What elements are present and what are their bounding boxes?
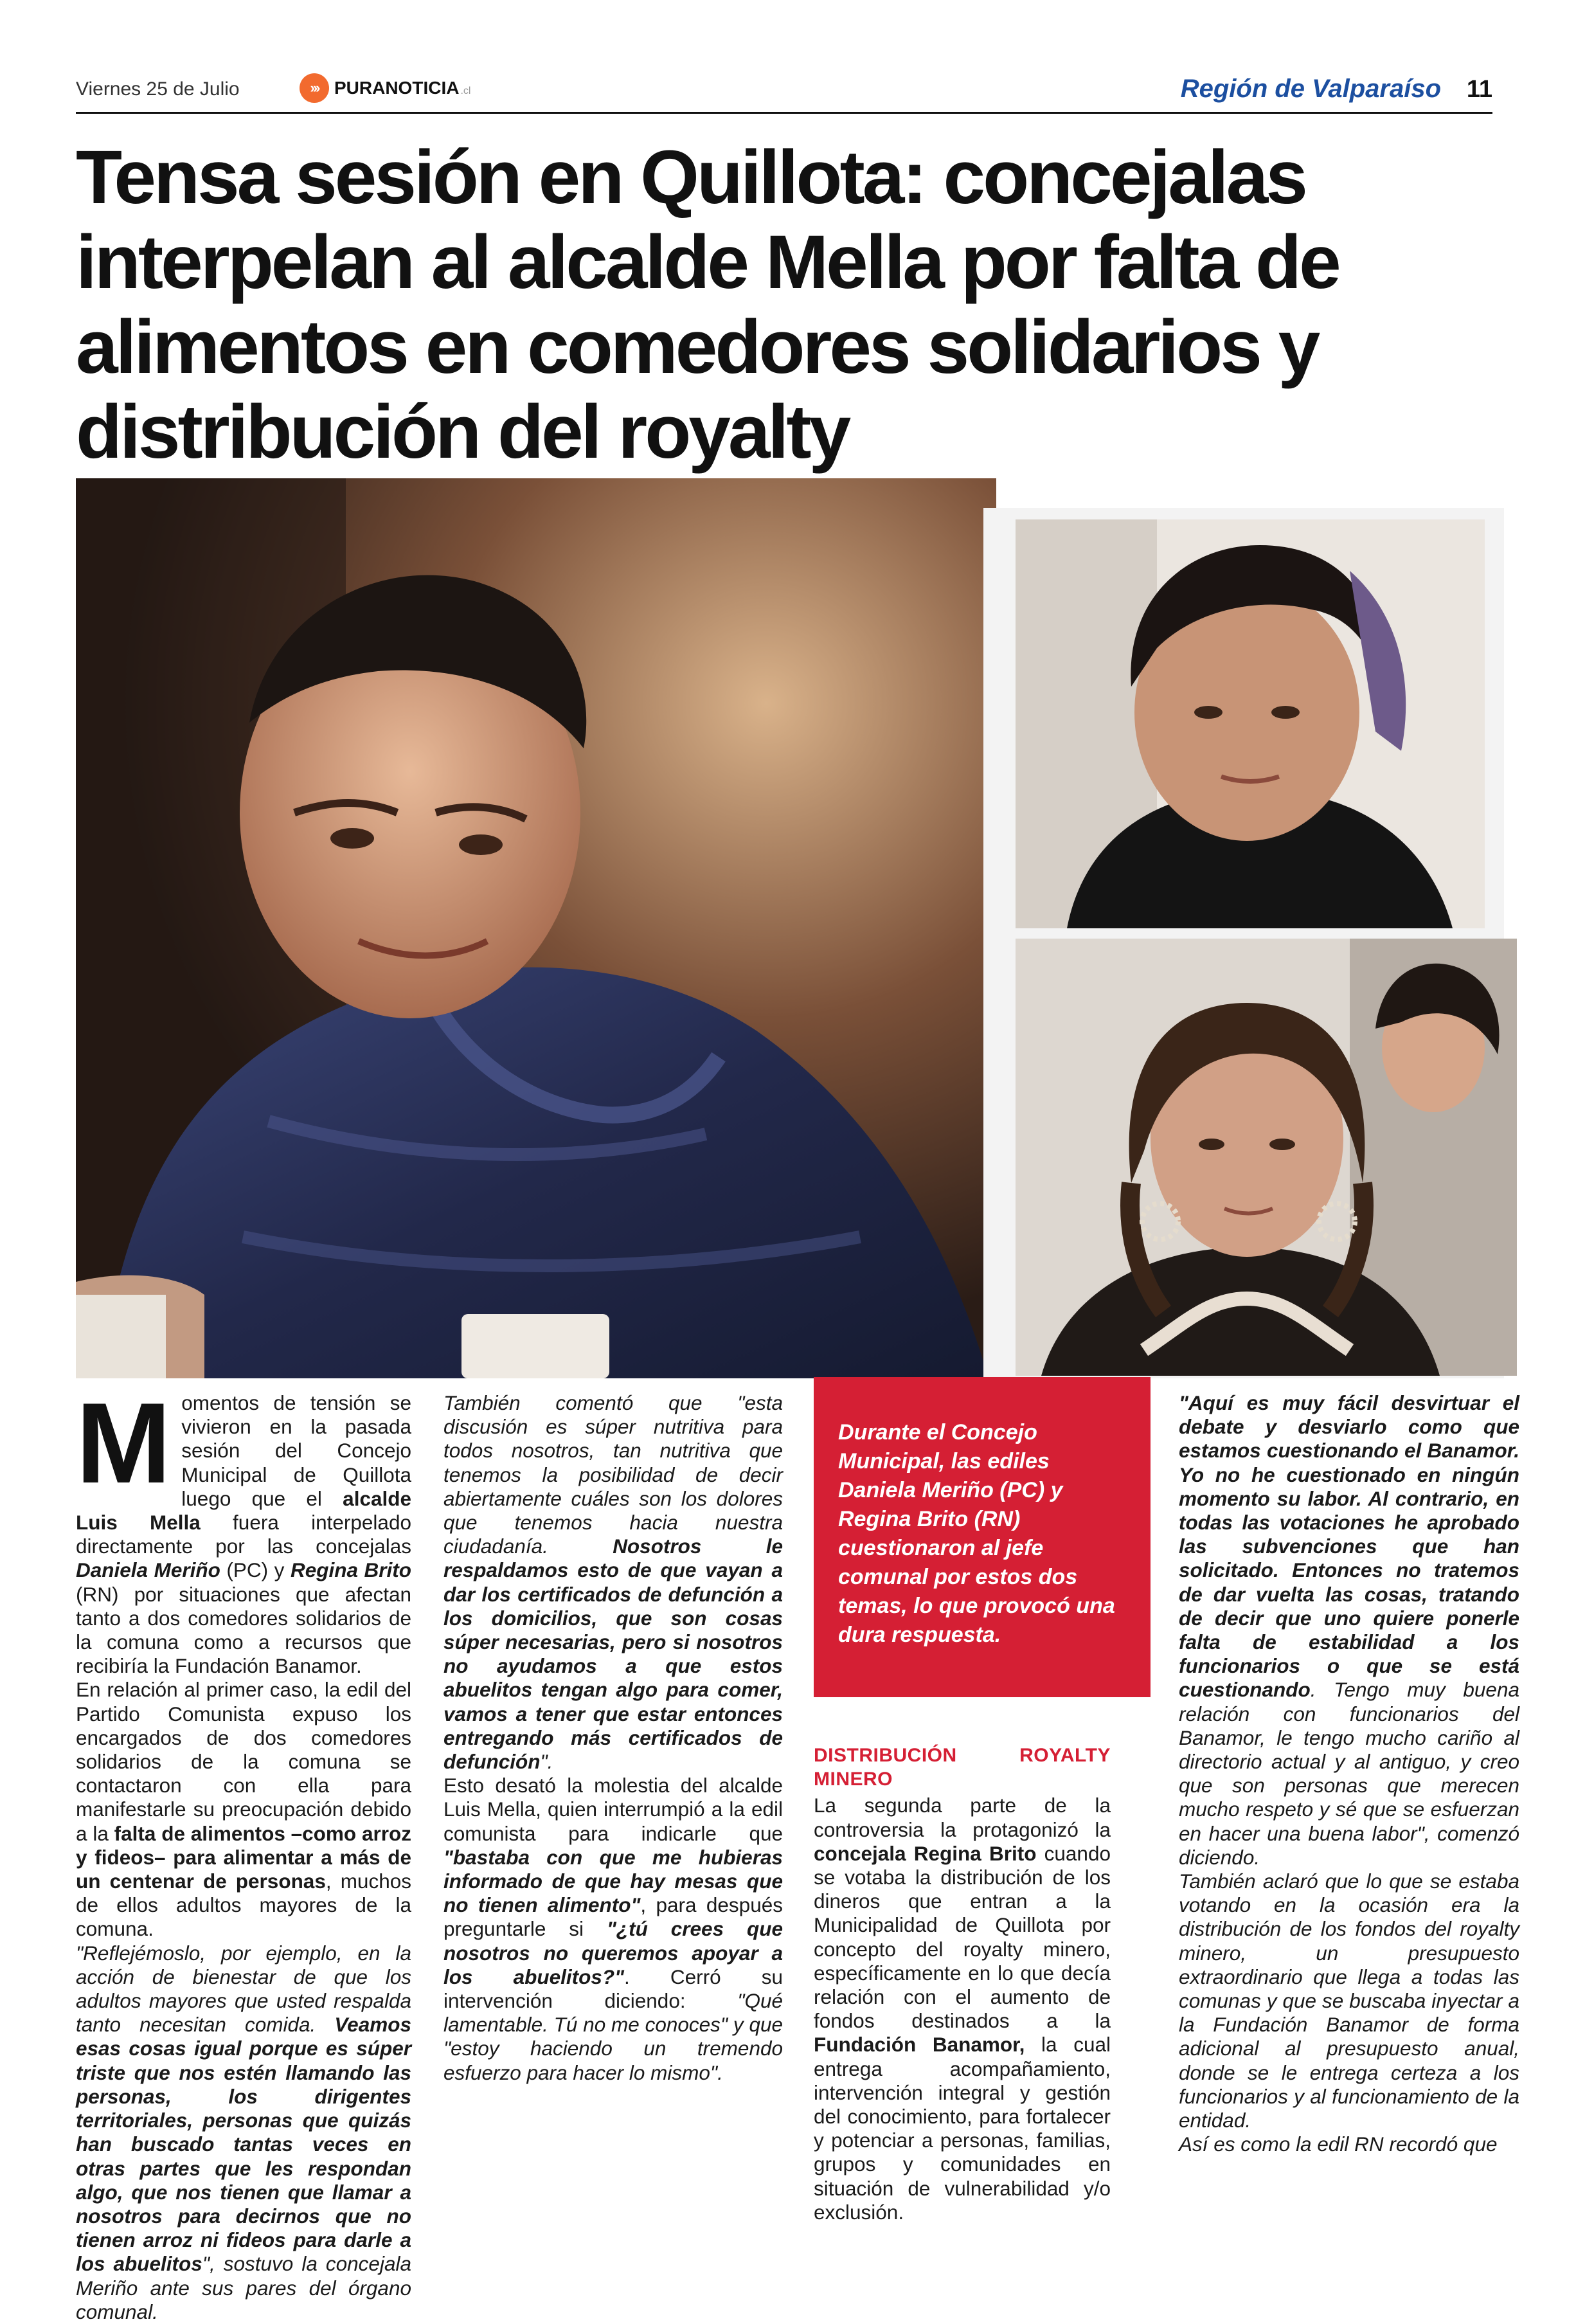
section-subhead: DISTRIBUCIÓN ROYALTY MINERO <box>814 1745 1111 1790</box>
photo-councilwoman-merino <box>1016 519 1485 928</box>
text-run: Esto desató la molestia del alcalde Luis Mella, quien interrumpió a la edil comunista para indicarle que <box>443 1774 783 1845</box>
page-number: 11 <box>1466 76 1492 103</box>
logo-suffix: .cl <box>460 86 471 96</box>
text-run: (RN) por situaciones que afectan tanto a dos comedores solidarios de la comuna como a recursos que recibiría la Fundación Banamor. <box>76 1582 411 1678</box>
article-column-4 <box>1179 1391 1519 2157</box>
text-run: , para después preguntarle si <box>443 1893 783 1941</box>
text-run: alcalde Luis Mella <box>76 1486 411 1535</box>
text-run: la cual entrega acompañamiento, intervención integral y gestión del conocimiento, para fortalecer y potenciar a personas, familias, grupos y comunidades en situación de vulnerabilidad y/o exclusión. <box>814 2033 1111 2224</box>
page-header <box>76 69 1492 112</box>
headline: Tensa sesión en Quillota: concejalas interpelan al alcalde Mella por falta de alimentos en comedores solidarios y distribución del royalty <box>76 135 1339 474</box>
text-run: También aclaró que lo que se estaba votando en la ocasión era la distribución de los fondos del royalty minero, un presupuesto extraordinario que llega a todas las comunas y que se buscaba inyectar a la Fundación Banamor de forma adicional al presupuesto anual, donde se le entrega certeza a los funcionarios y al funcionamiento de la entidad. <box>1179 1869 1519 2132</box>
text-run: "Reflejémoslo, por ejemplo, en la acción de bienestar de que los adultos mayores que usted respalda tanto necesitan comida. <box>76 1941 411 2037</box>
photo-councilwoman-merino-illustration <box>1016 519 1485 928</box>
text-run: "Qué lamentable. Tú no me conoces" y que "estoy haciendo un tremendo esfuerzo para hacer lo mismo". <box>443 1989 783 2084</box>
article-column-3 <box>814 1713 1111 2224</box>
text-run: Daniela Meriño <box>76 1558 220 1582</box>
text-run: "¿tú crees que nosotros no queremos apoyar a los abuelitos?" <box>443 1917 783 1988</box>
publication-logo <box>300 73 470 103</box>
text-run: falta de alimentos –como arroz y fideos– para alimentar a más de un centenar de personas <box>76 1821 411 1893</box>
text-run: "bastaba con que me hubieras informado de que hay mesas que no tienen alimento" <box>443 1845 783 1917</box>
pull-quote-box: Durante el Concejo Municipal, las ediles Daniela Meriño (PC) y Regina Brito (RN) cuestionaron al jefe comunal por estos dos temas, lo que provocó una dura respuesta. <box>814 1377 1151 1697</box>
text-run: Así es como la edil RN recordó que <box>1179 2132 1498 2156</box>
text-run: En relación al primer caso, la edil del Partido Comunista expuso los encargados de dos comedores solidarios de la comuna se contactaron con ella para manifestarle su preocupación debido a la <box>76 1678 411 1845</box>
text-run: . Tengo muy buena relación con funcionarios del Banamor, le tengo mucho cariño al directorio actual y al antiguo, y creo que son personas que merecen mucho respeto y sé que se esfuerzan en hacer una buena labor", comenzó diciendo. <box>1179 1678 1519 1869</box>
text-run: fuera interpelado directamente por las concejalas <box>76 1511 411 1558</box>
section-title: Región de Valparaíso <box>1180 75 1441 103</box>
text-run: . Cerró su intervención diciendo: <box>443 1965 783 2013</box>
header-rule <box>76 112 1492 114</box>
article-column-1 <box>76 1379 411 2324</box>
paragraph <box>443 1391 783 1774</box>
photo-councilwoman-brito <box>1016 939 1517 1376</box>
text-run: , muchos de ellos adultos mayores de la comuna. <box>76 1869 411 1941</box>
text-run: Regina Brito <box>290 1558 411 1582</box>
logo-arrows-icon: ››› <box>300 73 329 103</box>
text-run: ", sostuvo la concejala Meriño ante sus pares del órgano comunal. <box>76 2252 411 2323</box>
text-run: (PC) y <box>220 1558 291 1582</box>
text-run: omentos de tensión se vivieron en la pasada sesión del Concejo Municipal de Quillota luego que el <box>181 1391 411 1510</box>
text-run: concejala Regina Brito <box>814 1841 1037 1865</box>
photo-councilwoman-brito-illustration <box>1016 939 1517 1376</box>
drop-cap: M <box>76 1379 172 1507</box>
text-run: Nosotros le respaldamos esto de que vayan a dar los certificados de defunción a los domicilios, que son cosas súper necesarias, pero si nosotros no ayudamos a que estos abuelitos tengan algo para comer, vamos a tener que estar entonces entregando más certificados de defunción <box>443 1535 784 1774</box>
text-run: Fundación Banamor, <box>814 2033 1025 2057</box>
paragraph <box>76 1678 411 1941</box>
article-column-2 <box>443 1391 783 2085</box>
text-run: ". <box>540 1750 553 1774</box>
text-run: "Aquí es muy fácil desvirtuar el debate y desviarlo como que estamos cuestionando el Banamor. Yo no he cuestionado en ningún momento su labor. Al contrario, en todas las votaciones he aprobado las subvenciones que han solicitado. Entonces no tratemos de dar vuelta las cosas, tratando de decir que uno quiere ponerle falta de estabilidad a los funcionarios o que se está cuestionando <box>1179 1391 1519 1702</box>
text-run: Veamos esas cosas igual porque es súper triste que nos estén llamando las personas, los dirigentes territoriales, personas que quizás han buscado tantas veces en otras partes que les respondan algo, que nos tienen que llamar a nosotros para decirnos que no tienen arroz ni fideos para darle a los abuelitos <box>76 2013 411 2276</box>
paragraph <box>76 1941 411 2324</box>
text-run: cuando se votaba la distribución de los dineros que entran a la Municipalidad de Quillota por concepto del royalty minero, específicamente en lo que decía relación con el aumento de fondos destinados a la <box>814 1841 1111 2033</box>
photo-mayor <box>76 478 996 1378</box>
issue-date: Viernes 25 de Julio <box>76 78 240 100</box>
paragraph <box>814 1794 1111 2224</box>
logo-text: PURANOTICIA <box>334 78 460 98</box>
paragraph <box>1179 1869 1519 2132</box>
paragraph <box>443 1774 783 2085</box>
text-run: La segunda parte de la controversia la protagonizó la <box>814 1794 1111 1841</box>
text-run: También comentó que "esta discusión es súper nutritiva para todos nosotros, tan nutritiva que tenemos la posibilidad de decir abiertamente cuáles son los dolores que tenemos hacia nuestra ciudadanía. <box>443 1391 783 1558</box>
paragraph <box>1179 1391 1519 1869</box>
photo-mayor-illustration <box>76 478 996 1378</box>
paragraph <box>1179 2132 1519 2156</box>
